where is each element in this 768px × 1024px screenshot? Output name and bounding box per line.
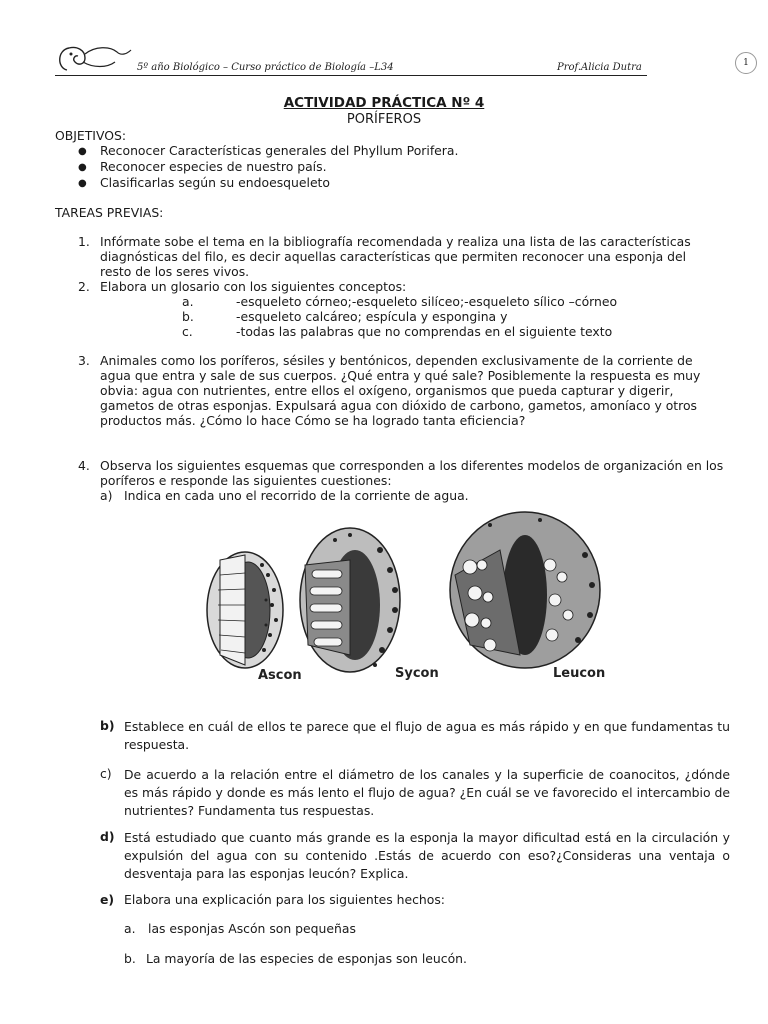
ascon-sponge-illustration [207,552,283,668]
question-e-item: las esponjas Ascón son pequeñas [148,921,356,936]
sponge-models-figure [190,505,610,690]
header-divider [55,75,647,76]
question-d-letter: d) [100,829,115,844]
task-1-line: resto de los seres vivos. [100,264,250,279]
tasks-heading: TAREAS PREVIAS: [55,205,164,220]
task-2-letter: b. [182,309,194,324]
question-b-letter: b) [100,718,115,733]
header-professor: Prof.Alicia Dutra [557,62,642,73]
question-d-text: Está estudiado que cuanto más grande es la esponja la mayor dificultad está en la circulación y expulsión del agua con su contenido .Estás de acuerdo con eso?¿Consideras una ventaja o desventaja para las esponjas leucón? Explica. [124,830,730,881]
header-logo [55,40,135,76]
question-c-letter: c) [100,766,112,781]
task-1-line: Infórmate sobe el tema en la bibliografía recomendada y realiza una lista de las características [100,234,691,249]
task-2-subitem: -todas las palabras que no comprendas en el siguiente texto [236,324,613,339]
sycon-sponge-illustration [300,528,400,672]
task-3-line: gametos de otras esponjas. Expulsará agua con dióxido de carbono, gametos, amoníaco y otros [100,398,698,413]
elephant-logo-icon [55,40,135,76]
task-3-line: obvia: agua con nutrientes, entre ellos el oxígeno, organismos que pueda capturar y digerir, [100,383,674,398]
page-title: ACTIVIDAD PRÁCTICA Nº 4 [283,95,485,111]
question-e-item-letter: b. [124,951,136,966]
question-e-item: La mayoría de las especies de esponjas son leucón. [146,951,467,966]
leucon-sponge-illustration [450,512,600,668]
task-4a-letter: a) [100,488,113,503]
objective-item: Reconocer Características generales del Phyllum Porifera. [100,143,459,158]
question-e-letter: e) [100,892,115,907]
task-2-subitem: -esqueleto calcáreo; espícula y espongina y [236,309,508,324]
task-2-letter: a. [182,294,194,309]
bullet-icon: ● [78,146,87,157]
objective-item: Reconocer especies de nuestro país. [100,159,327,174]
task-number: 2. [78,279,90,294]
task-number: 3. [78,353,90,368]
task-3-line: productos más. ¿Cómo lo hace Cómo se ha logrado tanta eficiencia? [100,413,526,428]
bullet-icon: ● [78,162,87,173]
figure-label-leucon: Leucon [553,666,606,681]
figure-label-ascon: Ascon [258,668,302,683]
header-course: 5º año Biológico – Curso práctico de Biología –L34 [137,62,394,73]
task-2-letter: c. [182,324,193,339]
task-2-subitem: -esqueleto córneo;-esqueleto silíceo;-esqueleto sílico –córneo [236,294,618,309]
page-number: 1 [735,52,757,74]
task-4-line: Observa los siguientes esquemas que corresponden a los diferentes modelos de organización en los [100,458,724,473]
objective-item: Clasificarlas según su endoesqueleto [100,175,331,190]
question-e-item-letter: a. [124,921,136,936]
task-2-text: Elabora un glosario con los siguientes conceptos: [100,279,407,294]
page-subtitle: PORÍFEROS [346,112,422,127]
task-number: 4. [78,458,90,473]
question-e-text: Elabora una explicación para los siguientes hechos: [124,892,445,907]
task-4-line: poríferos e responde las siguientes cuestiones: [100,473,392,488]
task-3-line: agua que entra y sale de sus cuerpos. ¿Qué entra y qué sale? Posiblemente la respuesta es muy [100,368,701,383]
task-3-line: Animales como los poríferos, sésiles y bentónicos, dependen exclusivamente de la corriente de [100,353,693,368]
bullet-icon: ● [78,178,87,189]
question-b-text: Establece en cuál de ellos te parece que el flujo de agua es más rápido y en que fundamentas tu respuesta. [124,719,730,752]
objectives-heading: OBJETIVOS: [55,128,127,143]
figure-label-sycon: Sycon [395,666,439,681]
task-4a-text: Indica en cada uno el recorrido de la corriente de agua. [124,488,469,503]
task-number: 1. [78,234,90,249]
task-1-line: diagnósticas del filo, es decir aquellas características que permiten reconocer una esponja del [100,249,687,264]
question-c-text: De acuerdo a la relación entre el diámetro de los canales y la superficie de coanocitos, ¿dónde es más rápido y donde es más lento el flujo de agua? ¿En cuál se ve favorecido el intercambio de nutrientes? Fundamenta tus respuestas. [124,767,730,818]
